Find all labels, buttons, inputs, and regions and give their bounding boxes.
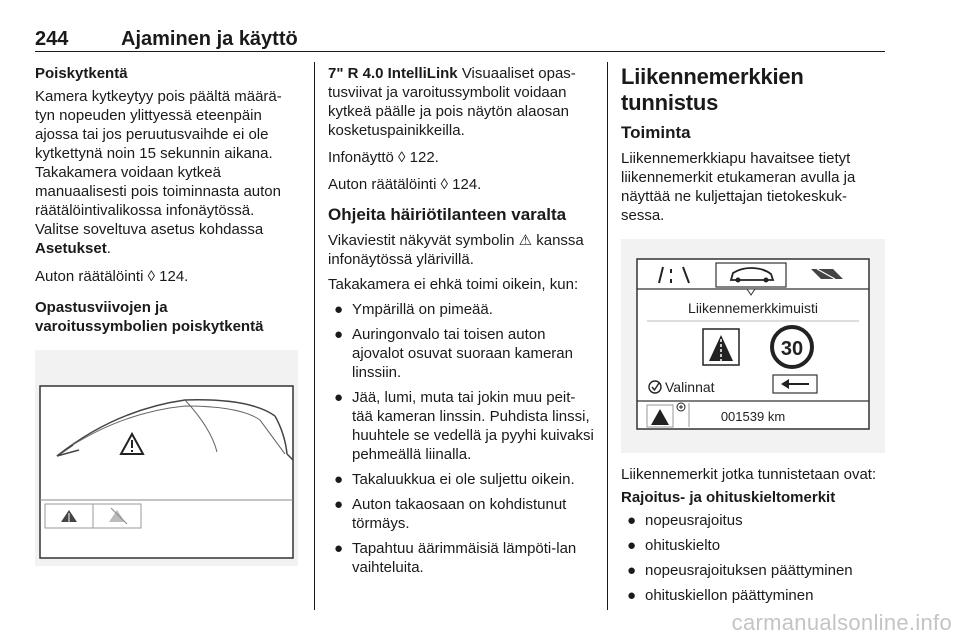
page-number: 244 [35, 28, 69, 50]
watermark: carmanualsonline.info [731, 610, 952, 635]
section-heading-troubleshooting: Ohjeita häiriötilanteen varalta [328, 205, 567, 224]
column-1 [35, 64, 300, 566]
paragraph: Vikaviestit näkyvät symbolin ⚠ kanssa infonäytössä ylärivillä. [328, 232, 584, 268]
paragraph-end: . [106, 240, 111, 257]
cross-reference: Auton räätälöinti ◊ 124. [328, 176, 482, 193]
chapter-title: Ajaminen ja käyttö [121, 28, 298, 50]
section-title-traffic-sign-recognition: Liikennemerkkien tunnistus [621, 64, 804, 115]
section-heading-poiskytkenta: Poiskytkentä [35, 65, 128, 82]
list-item: ● Jää, lumi, muta tai jokin muu peit-tää kameran linssin. Puhdista linssi, huuhtele se vedellä ja pyyhi kuivaksi pehmeällä liinalla. [334, 389, 594, 463]
list-item: ● nopeusrajoitus [627, 512, 743, 529]
speed-limit-sign-icon [772, 327, 812, 367]
system-name: 7" R 4.0 IntelliLink [328, 65, 458, 82]
rear-camera-illustration [35, 350, 298, 566]
section-heading-toiminta: Toiminta [621, 123, 691, 142]
paragraph: Liikennemerkit jotka tunnistetaan ovat: [621, 466, 877, 483]
list-item: ● ohituskiellon päättyminen [627, 587, 814, 604]
overtaking-zone-sign-icon [703, 329, 739, 365]
rear-camera-display-graphic [35, 350, 298, 566]
conditions-list [328, 300, 596, 577]
column-divider-1 [314, 62, 315, 610]
driver-info-display-illustration [621, 239, 885, 453]
paragraph [328, 64, 596, 140]
odometer-reading: 001539 km [720, 409, 786, 424]
cross-reference: Infonäyttö ◊ 122. [328, 149, 439, 166]
paragraph: Liikennemerkkiapu havaitsee tietyt liikennemerkit etukameran avulla ja näyttää ne kuljettajan tietokeskuk-sessa. [621, 150, 856, 224]
speed-limit-value: 30 [780, 338, 804, 360]
section-heading-prohibition-signs: Rajoitus- ja ohituskieltomerkit [621, 489, 836, 506]
options-label: Valinnat [665, 379, 715, 395]
column-divider-2 [607, 62, 608, 610]
list-item: ● Tapahtuu äärimmäisiä lämpöti-lan vaihteluita. [334, 540, 577, 576]
settings-term: Asetukset [35, 240, 107, 257]
section-heading-guidelines: Opastusviivojen ja varoitussymbolien poiskytkentä [35, 299, 264, 335]
paragraph-text: Visuaaliset opas-tusviivat ja varoitussymbolit voidaan kytkeä päälle ja pois näytön alaosan kosketuspainikkeilla. [328, 65, 576, 139]
list-item: ● Takaluukkua ei ole suljettu oikein. [334, 471, 575, 488]
page-header [35, 26, 885, 52]
column-2 [328, 64, 596, 583]
list-item: ● Ympärillä on pimeää. [334, 301, 493, 318]
list-item: ● ohituskielto [627, 537, 721, 554]
list-item: ● Auton takaosaan on kohdistunut törmäys. [334, 496, 567, 532]
cross-reference: Auton räätälöinti ◊ 124. [35, 268, 189, 285]
paragraph-text: Takakamera voidaan kytkeä manuaalisesti pois toiminnasta auton räätälöintivalikossa infonäytössä. Valitse soveltuva asetus kohdassa [35, 164, 281, 238]
column-3 [621, 64, 886, 611]
paragraph: Takakamera ei ehkä toimi oikein, kun: [328, 276, 579, 293]
sign-types-list [621, 511, 886, 605]
list-item: ● Auringonvalo tai toisen auton ajovalot osuvat suoraan kameran linssiin. [334, 326, 573, 381]
paragraph: Kamera kytkeytyy pois päältä määrä-tyn nopeuden ylittyessä eteenpäin ajossa tai jos peruutusvaihde ei ole kytkettynä noin 15 sekunnin aikana. [35, 88, 282, 162]
paragraph [35, 163, 300, 258]
traffic-sign-memory-graphic [621, 239, 885, 453]
menu-title: Liikennemerkkimuisti [688, 300, 818, 316]
list-item: ● nopeusrajoituksen päättyminen [627, 562, 853, 579]
